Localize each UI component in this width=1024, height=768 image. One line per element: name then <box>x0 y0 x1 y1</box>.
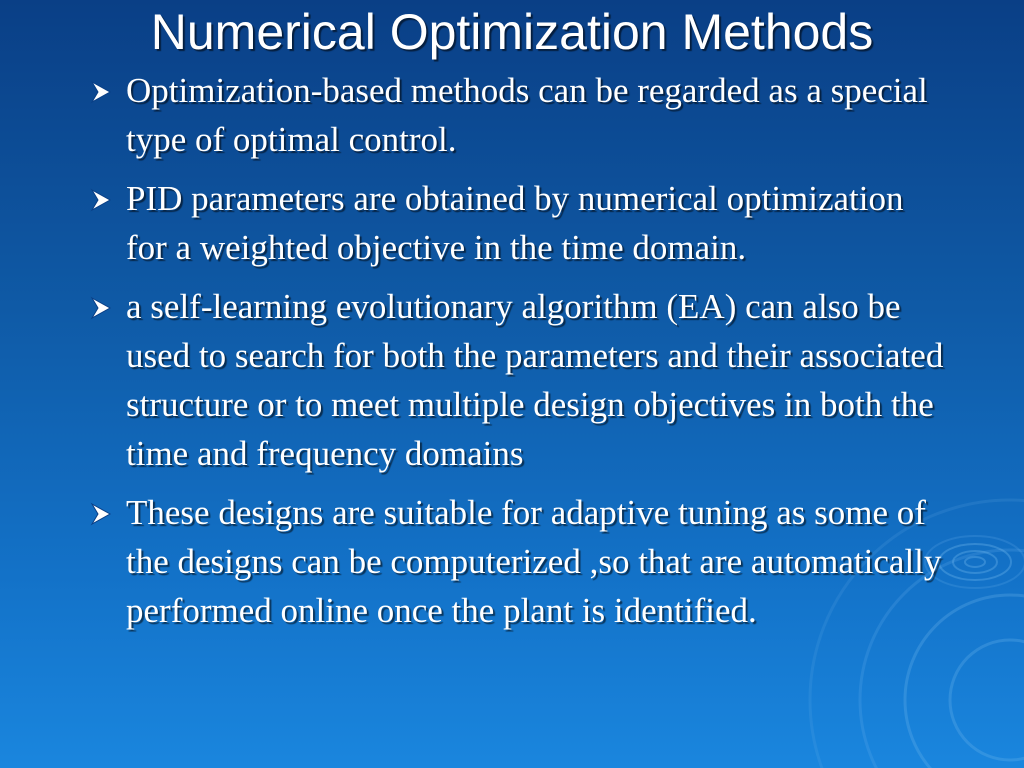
arrowhead-bullet-icon <box>89 80 113 104</box>
bullet-item <box>88 66 948 164</box>
bullet-text: Optimization-based methods can be regarded as a special type of optimal control. <box>126 71 928 159</box>
arrowhead-bullet-icon <box>89 296 113 320</box>
bullet-item <box>88 282 948 478</box>
arrowhead-bullet-icon <box>89 502 113 526</box>
bullet-item <box>88 488 948 635</box>
bullet-text: PID parameters are obtained by numerical optimization for a weighted objective in the time domain. <box>126 179 904 267</box>
bullet-list <box>88 66 948 645</box>
bullet-text: These designs are suitable for adaptive tuning as some of the designs can be computerized ,so that are automatically performed online once the plant is identified. <box>126 493 942 630</box>
bullet-item <box>88 174 948 272</box>
slide-title: Numerical Optimization Methods <box>150 4 874 60</box>
bullet-text: a self-learning evolutionary algorithm (EA) can also be used to search for both the parameters and their associated structure or to meet multiple design objectives in both the time and frequency domains <box>126 287 944 473</box>
arrowhead-bullet-icon <box>89 188 113 212</box>
